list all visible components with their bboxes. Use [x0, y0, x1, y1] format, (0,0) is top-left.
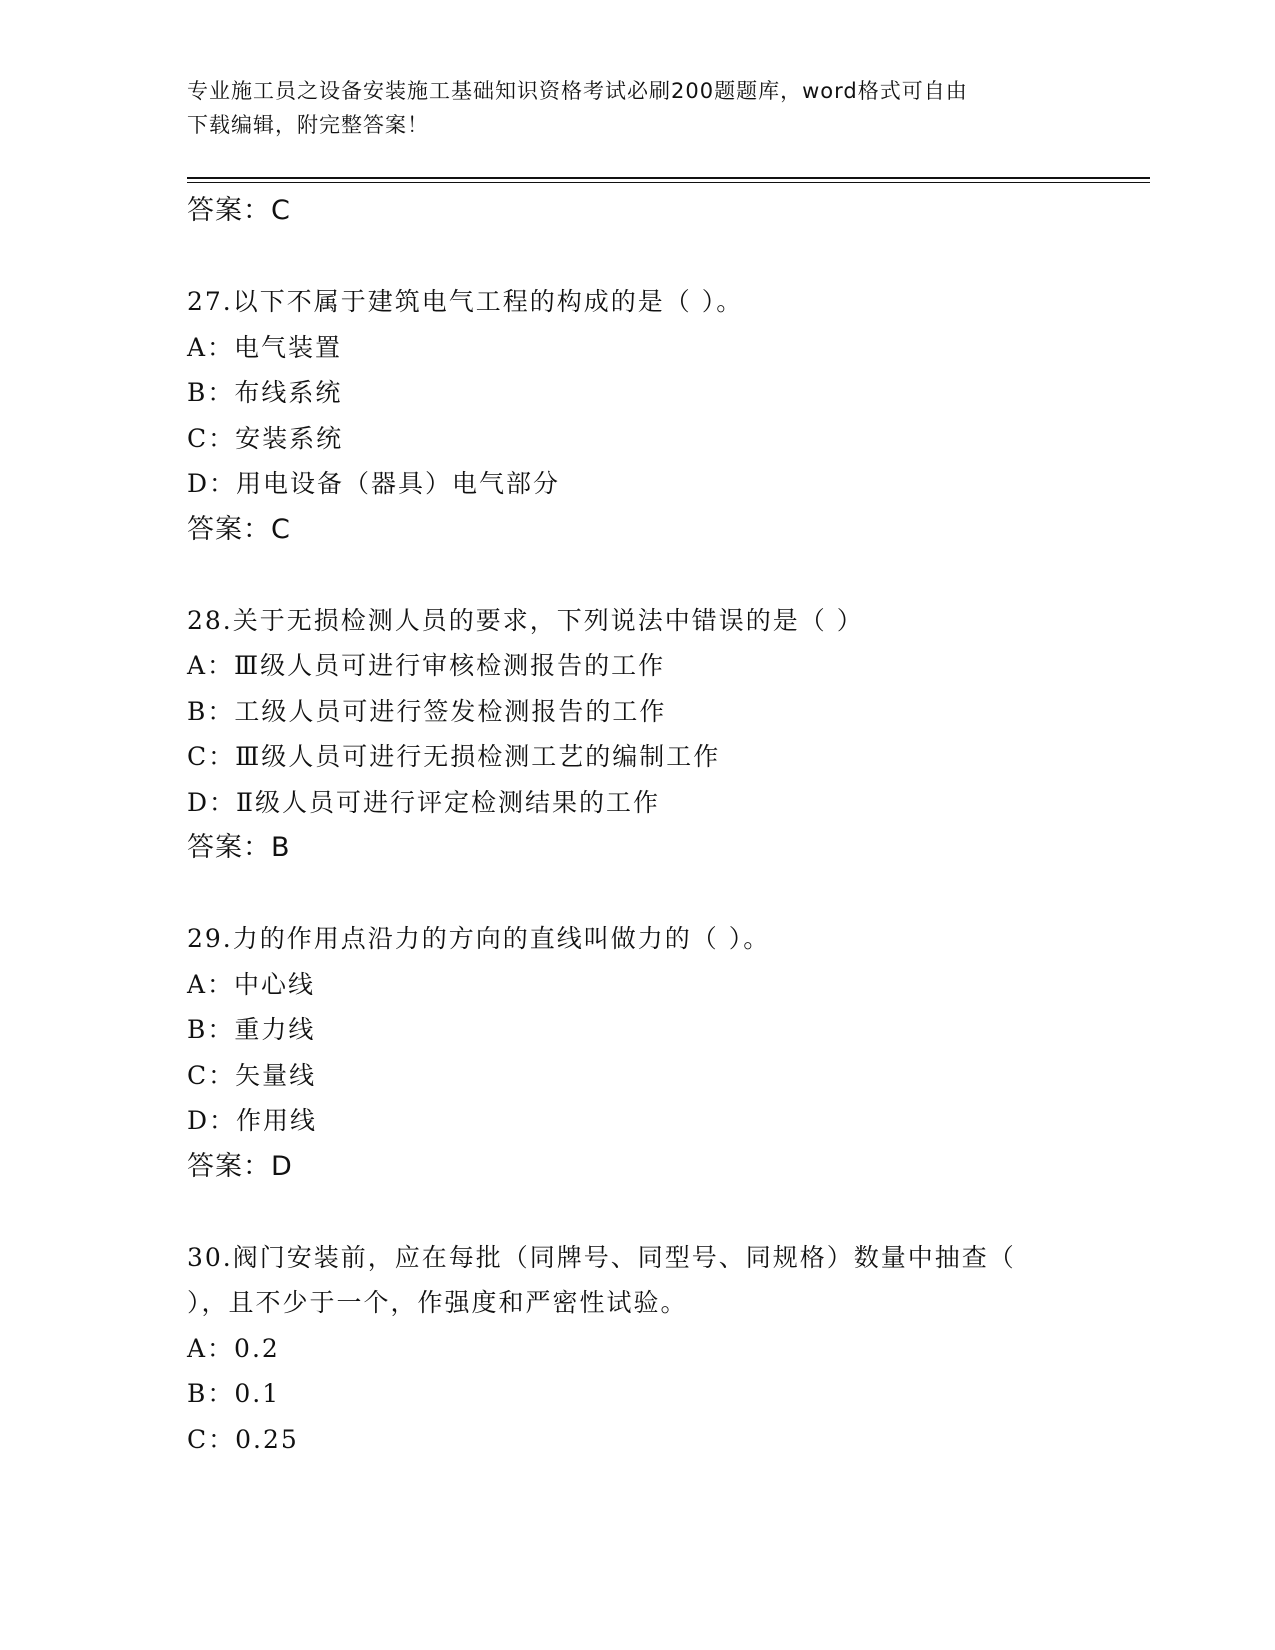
document-body — [187, 188, 1087, 1462]
header-rule-thick — [187, 177, 1150, 179]
option-c: C：Ⅲ级人员可进行无损检测工艺的编制工作 — [187, 742, 721, 771]
question-block — [187, 598, 1087, 871]
question-block — [187, 1235, 1087, 1463]
answer-line: 答案：C — [187, 513, 291, 545]
option-c: C：安装系统 — [187, 423, 344, 453]
question-stem: 27.以下不属于建筑电气工程的构成的是（ ）。 — [187, 287, 744, 316]
question-stem: 30.阀门安装前，应在每批（同牌号、同型号、同规格）数量中抽查（ — [187, 1242, 1016, 1272]
option-d: D：Ⅱ级人员可进行评定检测结果的工作 — [187, 787, 661, 817]
question-stem-continued: ），且不少于一个，作强度和严密性试验。 — [187, 1288, 688, 1317]
previous-answer: 答案：C — [187, 195, 291, 226]
document-header — [187, 74, 1087, 142]
option-b: B：工级人员可进行签发检测报告的工作 — [187, 696, 667, 726]
option-d: D：用电设备（器具）电气部分 — [187, 469, 561, 498]
option-a: A：中心线 — [187, 969, 316, 999]
option-b: B：布线系统 — [187, 378, 343, 407]
option-a: A：Ⅲ级人员可进行审核检测报告的工作 — [187, 651, 666, 680]
option-c: C：矢量线 — [187, 1060, 317, 1090]
question-block — [187, 916, 1087, 1189]
spacer — [187, 1189, 1087, 1235]
answer-line: 答案：D — [187, 1150, 293, 1182]
option-c: C：0.25 — [187, 1424, 299, 1454]
question-block — [187, 279, 1087, 552]
spacer — [187, 234, 1087, 280]
question-stem: 28.关于无损检测人员的要求，下列说法中错误的是（ ） — [187, 605, 864, 635]
header-rule-thin — [187, 182, 1150, 183]
spacer — [187, 871, 1087, 917]
option-d: D：作用线 — [187, 1106, 318, 1135]
option-a: A：0.2 — [187, 1333, 280, 1363]
option-b: B：重力线 — [187, 1015, 316, 1044]
option-a: A：电气装置 — [187, 332, 343, 362]
spacer — [187, 552, 1087, 598]
option-b: B：0.1 — [187, 1379, 281, 1408]
answer-line: 答案：B — [187, 832, 291, 863]
question-stem: 29.力的作用点沿力的方向的直线叫做力的（ ）。 — [187, 924, 771, 953]
header-line-1: 专业施工员之设备安装施工基础知识资格考试必刷200题题库，word格式可自由 — [187, 79, 968, 103]
header-line-2: 下载编辑，附完整答案！ — [187, 113, 429, 137]
